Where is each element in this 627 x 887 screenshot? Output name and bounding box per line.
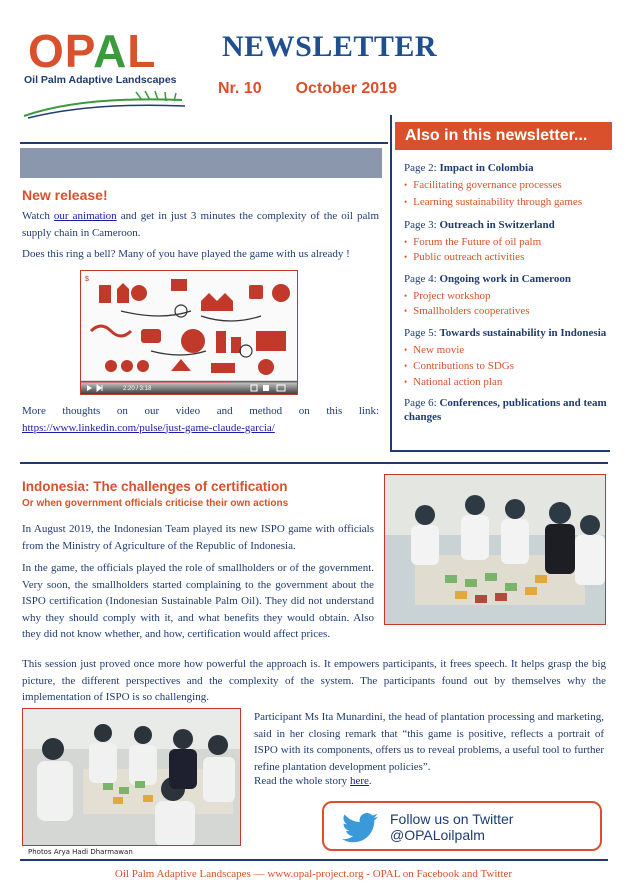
article-paragraph-2: In the game, the officials played the role of smallholders or of the government. Very soon, the smallholders started complaining to the government about the ISPO certification (Indonesian Sustainable Palm Oil). They did not understand why they should comply with it, and what benefits they would obtain. Also they did not know whether, and how, certification would affect prices.	[22, 562, 374, 640]
photo-caption: Photos Arya Hadi Dharmawan	[28, 848, 133, 856]
logo-subtitle: Oil Palm Adaptive Landscapes	[24, 74, 177, 86]
game-session-photo	[384, 474, 606, 625]
linkedin-link[interactable]: https://www.linkedin.com/pulse/just-game-claude-garcia/	[22, 421, 275, 434]
twitter-bird-icon	[342, 813, 378, 843]
release-paragraph-1: Watch our animation and get in just 3 minutes the complexity of the oil palm supply chain in Cameroon.	[22, 210, 379, 239]
video-controls[interactable]	[81, 380, 297, 394]
twitter-text	[390, 811, 513, 843]
opal-logo	[22, 25, 192, 123]
full-story-link[interactable]: here	[349, 775, 369, 787]
sidebar-section-indonesia[interactable]: Page 5: Towards sustainability in Indonesia	[404, 327, 607, 339]
footer-text: Oil Palm Adaptive Landscapes — www.opal-project.org - OPAL on Facebook and Twitter	[114, 868, 513, 880]
divider	[20, 142, 388, 144]
also-in-sidebar	[390, 115, 610, 452]
article-subheading: Or when government officials criticise their own actions	[22, 498, 289, 509]
sidebar-section-switzerland[interactable]: Page 3: Outreach in Switzerland	[404, 219, 555, 231]
release-paragraph-3: More thoughts on our video and method on this link: https://www.linkedin.com/pulse/just-game-claude-garcia/	[22, 405, 379, 434]
article-paragraph-4: Participant Ms Ita Munardini, the head of plantation processing and marketing, said in her closing remark that “this game is positive, reflects a portrait of ISPO with its components, offers us to reveal problems, a useful tool to further refine plantation development policies”.	[254, 711, 604, 773]
twitter-line-1: Follow us on Twitter	[390, 811, 514, 827]
sidebar-item: • Smallholders cooperatives	[404, 304, 530, 318]
issue-line	[218, 80, 397, 98]
sidebar-item: • National action plan	[404, 375, 502, 389]
palm-swoosh-icon	[22, 86, 187, 121]
twitter-handle: @OPALoilpalm	[390, 827, 485, 843]
sidebar-section-colombia[interactable]: Page 2: Impact in Colombia	[404, 162, 534, 174]
section-divider	[20, 462, 608, 464]
article-paragraph-3: This session just proved once more how powerful the approach is. It empowers participants, it frees speech. It helps grasp the big picture, the different perspectives and the complexity of the system. The participants found out by themselves why the implementation of ISPO is so challenging.	[22, 658, 606, 703]
article-paragraph-5: Read the whole story here.	[254, 775, 372, 787]
sidebar-section-conferences[interactable]: Page 6: Conferences, publications and team changes	[404, 397, 607, 423]
newsletter-title: NEWSLETTER	[222, 30, 438, 63]
sidebar-title: Also in this newsletter...	[395, 122, 612, 150]
logo-wordmark: OPAL	[28, 25, 157, 77]
video-timestamp: 2:20 / 3:18	[123, 386, 152, 392]
issue-date: October 2019	[295, 80, 397, 97]
twitter-follow-box[interactable]	[322, 801, 602, 851]
sidebar-item: • Project workshop	[404, 289, 490, 303]
svg-text:$: $	[85, 276, 89, 283]
sidebar-item: • Public outreach activities	[404, 250, 524, 264]
supply-chain-illustration	[81, 271, 298, 395]
animation-link[interactable]: our animation	[53, 210, 117, 222]
sidebar-item: • Facilitating governance processes	[404, 178, 562, 192]
release-paragraph-2: Does this ring a bell? Many of you have played the game with us already !	[22, 248, 350, 260]
release-heading: New release!	[22, 187, 108, 203]
participants-photo	[22, 708, 241, 846]
issue-number: Nr. 10	[218, 80, 262, 97]
section-banner	[20, 148, 382, 178]
article-heading: Indonesia: The challenges of certification	[22, 479, 288, 494]
sidebar-item: • New movie	[404, 343, 464, 357]
sidebar-item: • Contributions to SDGs	[404, 359, 514, 373]
article-paragraph-1: In August 2019, the Indonesian Team played its new ISPO game with officials from the Ministry of Agriculture of the Republic of Indonesia.	[22, 523, 374, 552]
sidebar-section-cameroon[interactable]: Page 4: Ongoing work in Cameroon	[404, 273, 571, 285]
footer-divider	[20, 859, 608, 861]
animation-video[interactable]	[80, 270, 298, 395]
sidebar-item: • Learning sustainability through games	[404, 195, 582, 209]
sidebar-item: • Forum the Future of oil palm	[404, 235, 541, 249]
